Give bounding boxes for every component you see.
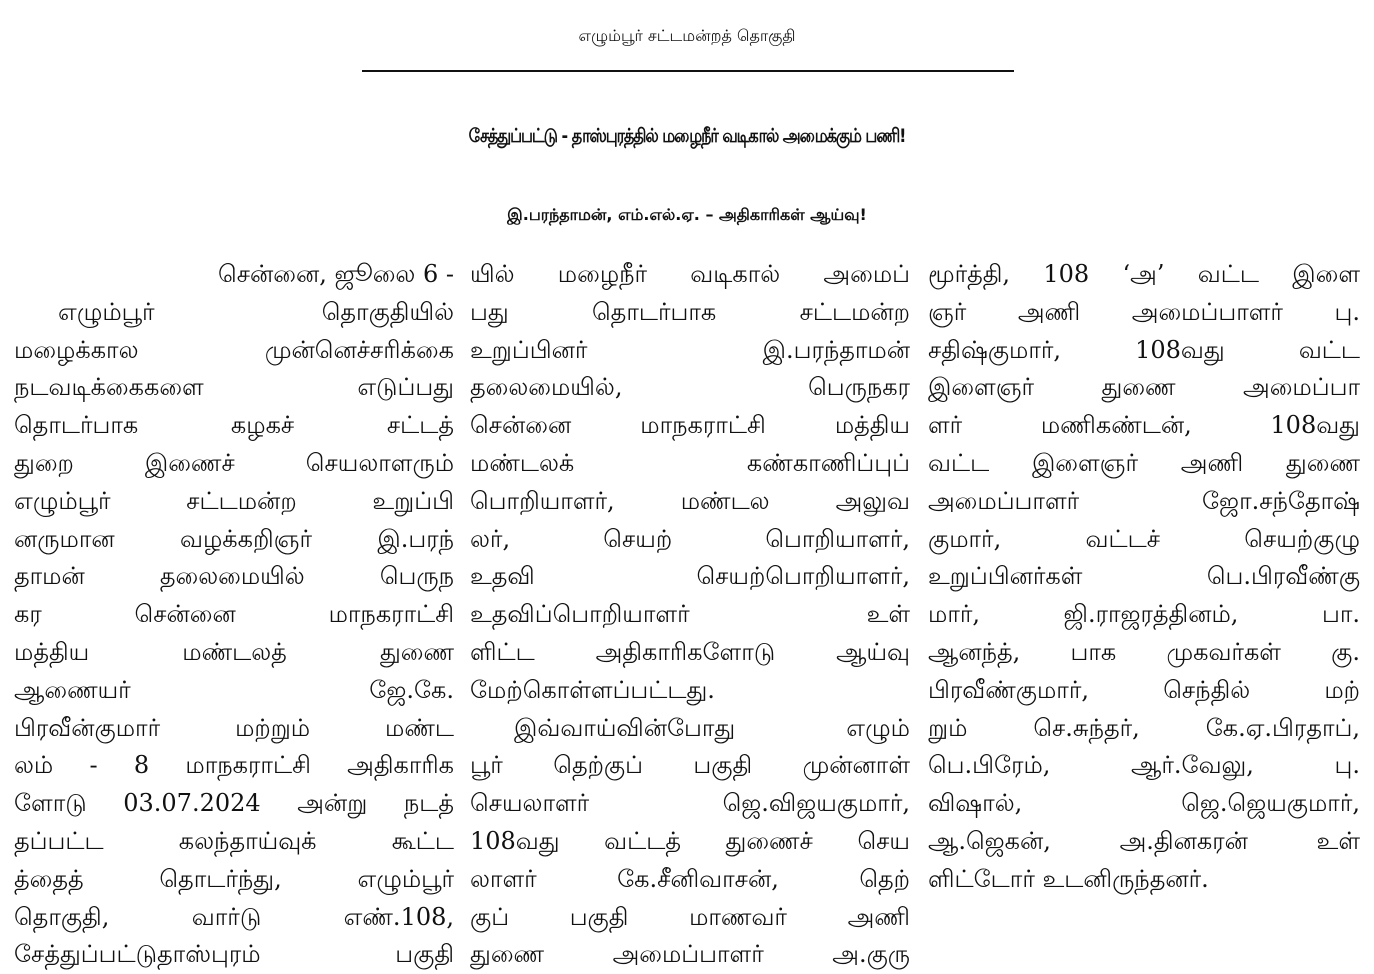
dateline: சென்னை, ஜூலை 6 - (218, 260, 454, 288)
article-line: பது தொடர்பாக சட்டமன்ற (470, 297, 910, 326)
article-line: லர், செயற் பொறியாளர், (470, 524, 910, 553)
headline: சேத்துப்பட்டு - தாஸ்புரத்தில் மழைநீர் வடிகால் அமைக்கும் பணி! (468, 124, 906, 147)
article-line: பொறியாளர், மண்டல அலுவ (470, 486, 910, 515)
article-line: தொகுதி, வார்டு எண்.108, (14, 902, 454, 931)
article-line: கர சென்னை மாநகராட்சி (14, 600, 454, 629)
subheadline: இ.பரந்தாமன், எம்.எல்.ஏ. – அதிகாரிகள் ஆய்வு! (507, 205, 867, 224)
article-line: மார், ஜி.ராஜரத்தினம், பா. (928, 600, 1360, 629)
article-line: இளைஞர் துணை அமைப்பா (928, 373, 1360, 402)
article-line: ஆனந்த், பாக முகவர்கள் கு. (928, 637, 1360, 666)
article-line: குமார், வட்டச் செயற்குழு (928, 524, 1360, 553)
article-line: இவ்வாய்வின்போது எழும் (514, 713, 910, 742)
article-line: பூர் தெற்குப் பகுதி முன்னாள் (470, 751, 910, 780)
article-line: எழும்பூர் சட்டமன்ற உறுப்பி (14, 486, 454, 515)
article-line: தப்பட்ட கலந்தாய்வுக் கூட்ட (14, 826, 454, 855)
article-line: எழும்பூர் தொகுதியில் (58, 297, 454, 326)
article-line: நடவடிக்கைகளை எடுப்பது (14, 373, 454, 402)
article-line: லாளர் கே.சீனிவாசன், தெற் (470, 864, 910, 893)
article-column-2 (470, 256, 910, 969)
article-column-1 (14, 256, 454, 969)
article-line: மண்டலக் கண்காணிப்புப் (470, 448, 910, 477)
article-line: குப் பகுதி மாணவர் அணி (470, 902, 910, 931)
article-line: உறுப்பினர் இ.பரந்தாமன் (470, 335, 910, 364)
kicker: எழும்பூர் சட்டமன்றத் தொகுதி (578, 26, 796, 45)
article-line: வட்ட இளைஞர் அணி துணை (928, 448, 1360, 477)
article-line: றும் செ.சுந்தர், கே.ஏ.பிரதாப், (928, 713, 1360, 742)
article-line: பிரவீண்குமார், செந்தில் மற் (928, 675, 1360, 704)
article-line: ளோடு 03.07.2024 அன்று நடத் (14, 789, 454, 818)
article-line: லம் - 8 மாநகராட்சி அதிகாரிக (14, 751, 454, 780)
article-line: ஆணையர் ஜே.கே. (14, 675, 454, 704)
article-line: ஞர் அணி அமைப்பாளர் பு. (928, 297, 1360, 326)
article-line: தாமன் தலைமையில் பெருந (14, 562, 454, 591)
article-line: மழைக்கால முன்னெச்சரிக்கை (14, 335, 454, 364)
article-line: விஷால், ஜெ.ஜெயகுமார், (928, 789, 1360, 818)
article-line: மூர்த்தி, 108 ‘அ’ வட்ட இளை (928, 260, 1360, 288)
article-line: தொடர்பாக கழகச் சட்டத் (14, 411, 454, 440)
article-line: னருமான வழக்கறிஞர் இ.பரந் (14, 524, 454, 553)
article-line: த்தைத் தொடர்ந்து, எழும்பூர் (14, 864, 454, 893)
article-line: சென்னை மாநகராட்சி மத்திய (470, 411, 910, 440)
article-line: பிரவீன்குமார் மற்றும் மண்ட (14, 713, 454, 742)
article-line: ஆ.ஜெகன், அ.தினகரன் உள் (928, 826, 1360, 855)
article-line: சேத்துப்பட்டுதாஸ்புரம் பகுதி (14, 940, 454, 969)
article-line: அமைப்பாளர் ஜோ.சந்தோஷ் (928, 486, 1360, 515)
article-line: ளர் மணிகண்டன், 108வது (928, 411, 1360, 440)
kicker-divider (362, 70, 1014, 72)
article-line: தலைமையில், பெருநகர (470, 373, 910, 402)
article-column-3 (928, 256, 1360, 940)
article-line: சதிஷ்குமார், 108வது வட்ட (928, 335, 1360, 364)
article-line: மத்திய மண்டலத் துணை (14, 637, 454, 666)
article-line: உதவி செயற்பொறியாளர், (470, 562, 910, 591)
article-line: 108வது வட்டத் துணைச் செய (470, 826, 910, 855)
article-line: மேற்கொள்ளப்பட்டது. (470, 675, 715, 704)
article-line: துறை இணைச் செயலாளரும் (14, 448, 454, 477)
article-line: உறுப்பினர்கள் பெ.பிரவீண்கு (928, 562, 1360, 591)
article-line: பெ.பிரேம், ஆர்.வேலு, பு. (928, 751, 1360, 780)
article-line: யில் மழைநீர் வடிகால் அமைப் (470, 260, 910, 288)
article-line: உதவிப்பொறியாளர் உள் (470, 600, 910, 629)
article-line: ளிட்ட அதிகாரிகளோடு ஆய்வு (470, 637, 910, 666)
article-line: ளிட்டோர் உடனிருந்தனர். (928, 864, 1209, 893)
article-line: செயலாளர் ஜெ.விஜயகுமார், (470, 789, 910, 818)
article-line: துணை அமைப்பாளர் அ.குரு (470, 940, 910, 969)
